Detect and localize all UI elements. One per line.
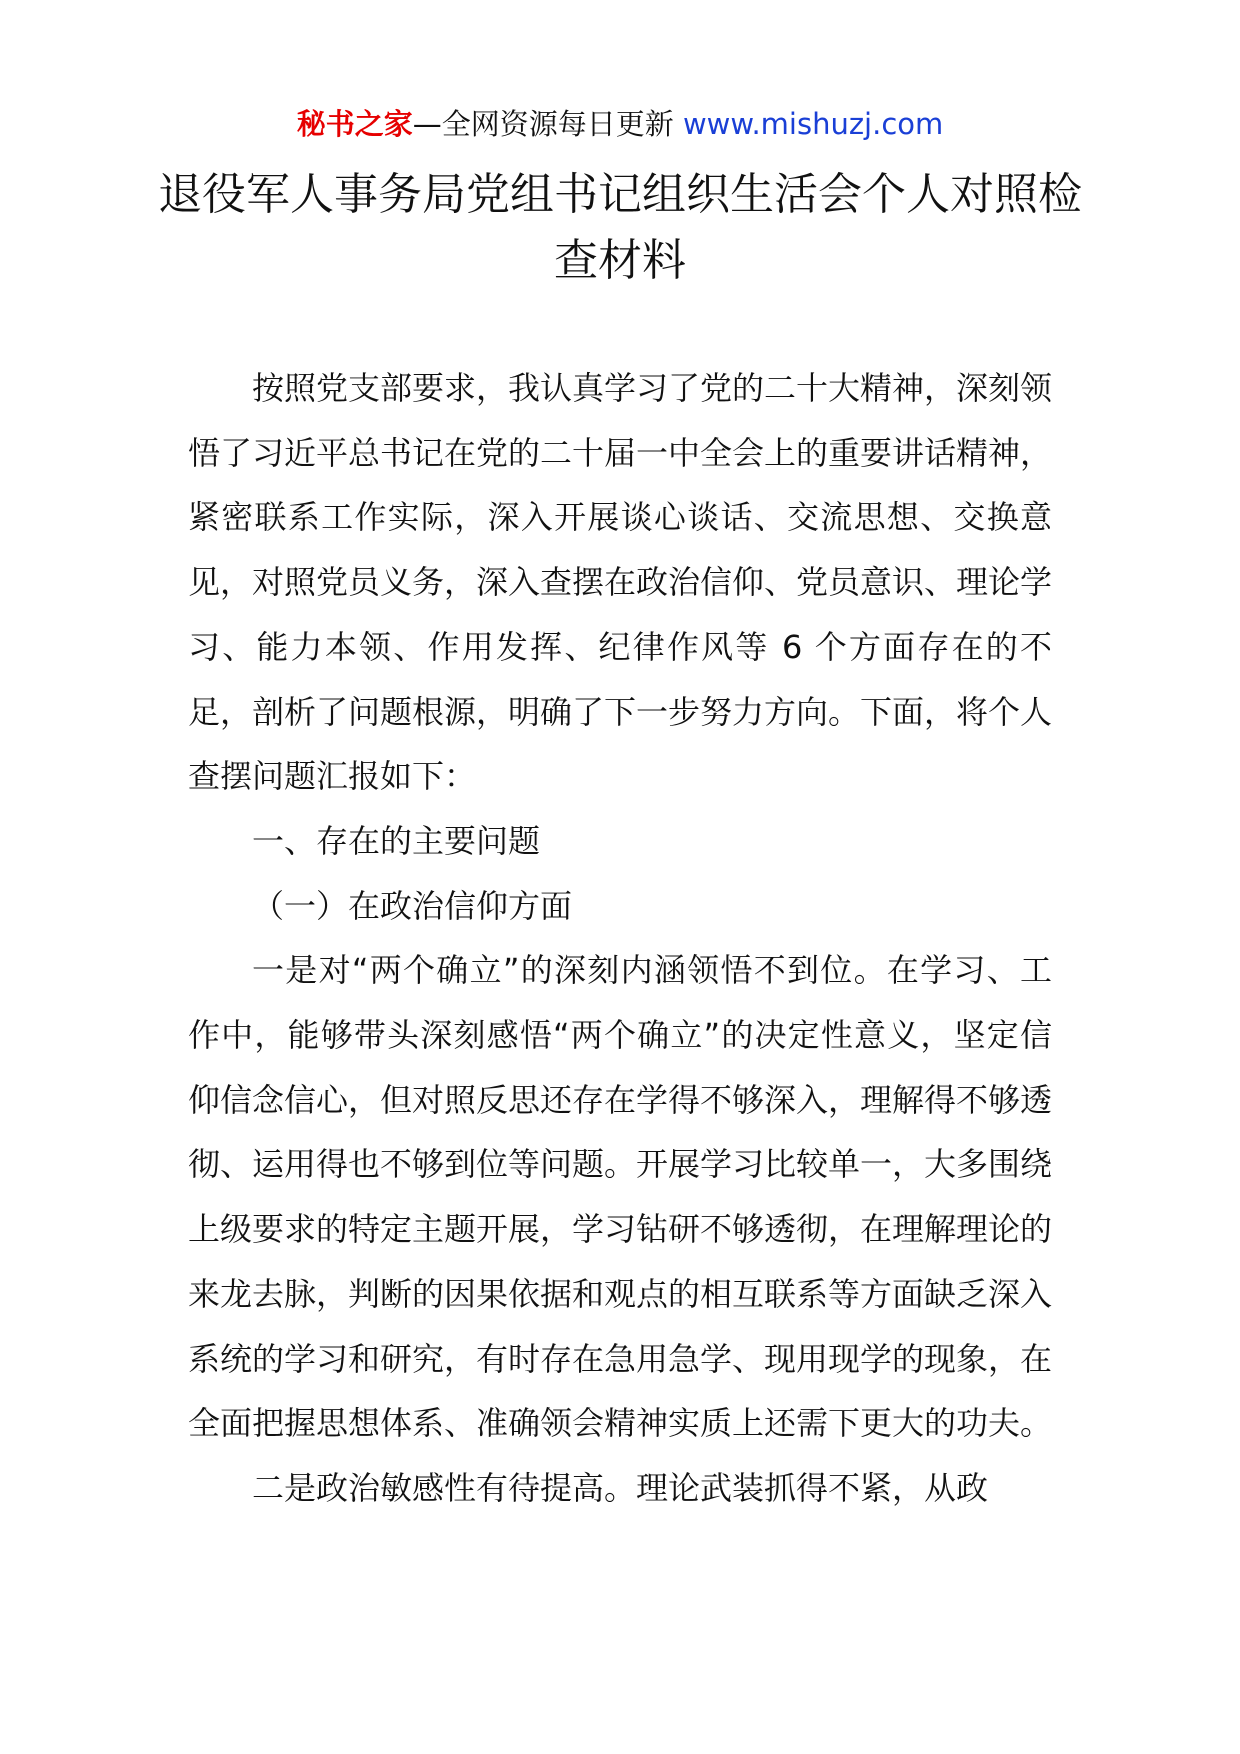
site-header xyxy=(0,104,1240,144)
subsection-heading: （一）在政治信仰方面 xyxy=(252,886,573,925)
document-body xyxy=(188,356,1052,1521)
section-heading: 一、存在的主要问题 xyxy=(252,821,541,860)
site-brand: 秘书之家 xyxy=(296,107,413,141)
site-url-link[interactable]: www.mishuzj.com xyxy=(682,107,944,141)
body-paragraph: 二是政治敏感性有待提高。理论武装抓得不紧，从政 xyxy=(252,1468,989,1507)
body-paragraph: 一是对“两个确立”的深刻内涵领悟不到位。在学习、工作中，能够带头深刻感悟“两个确立”的决定性意义，坚定信仰信念信心，但对照反思还存在学得不够深入，理解得不够透彻、运用得也不够到位等问题。开展学习比较单一，大多围绕上级要求的特定主题开展，学习钻研不够透彻，在理解理论的来龙去脉，判断的因果依据和观点的相互联系等方面缺乏深入系统的学习和研究，有时存在急用急学、现用现学的现象，在全面把握思想体系、准确领会精神实质上还需下更大的功夫。 xyxy=(188,951,1053,1443)
document-title: 退役军人事务局党组书记组织生活会个人对照检查材料 xyxy=(158,169,1082,286)
intro-paragraph: 按照党支部要求，我认真学习了党的二十大精神，深刻领悟了习近平总书记在党的二十届一中全会上的重要讲话精神，紧密联系工作实际，深入开展谈心谈话、交流思想、交换意见，对照党员义务，深入查摆在政治信仰、党员意识、理论学习、能力本领、作用发挥、纪律作风等 6 个方面存在的不足，剖析了问题根源，明确了下一步努力方向。下面，将个人查摆问题汇报如下： xyxy=(188,369,1053,796)
site-tagline: —全网资源每日更新 xyxy=(412,107,674,141)
